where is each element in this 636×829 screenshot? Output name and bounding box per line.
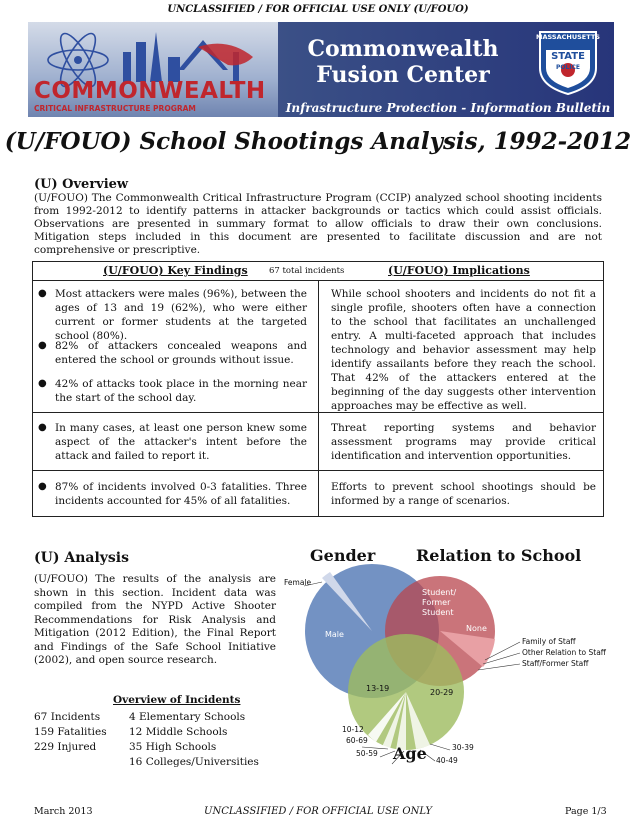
bullet-icon: ● bbox=[38, 288, 47, 299]
implication-item: Threat reporting systems and behavior assessment programs may provide critical identification and intervention opportunities. bbox=[331, 422, 596, 462]
seal-mid-text: STATE bbox=[551, 51, 585, 62]
banner-title-line1: Commonwealth bbox=[307, 36, 499, 62]
venn-label: 40-49 bbox=[436, 756, 458, 765]
seal-top-text: MASSACHUSETTS bbox=[536, 33, 600, 41]
findings-header: (U/FOUO) Key Findings bbox=[103, 264, 248, 277]
incident-total: 229 Injured bbox=[34, 741, 97, 753]
logo-wordmark: COMMONWEALTH bbox=[34, 78, 266, 104]
school-type-count: 4 Elementary Schools bbox=[129, 711, 246, 723]
incident-count-note: 67 total incidents bbox=[269, 266, 345, 276]
bullet-icon: ● bbox=[38, 378, 47, 389]
footer-date: March 2013 bbox=[34, 806, 93, 817]
banner-title bbox=[278, 36, 528, 88]
findings-table bbox=[32, 261, 604, 517]
finding-item: 82% of attackers concealed weapons and entered the school or grounds without issue. bbox=[55, 340, 307, 366]
incident-totals bbox=[34, 710, 107, 755]
overview-incidents-title: Overview of Incidents bbox=[113, 694, 241, 706]
implication-item: Efforts to prevent school shootings should be informed by a range of scenarios. bbox=[331, 481, 596, 507]
logo-panel bbox=[28, 22, 278, 117]
finding-item: 87% of incidents involved 0-3 fatalities. Three incidents accounted for 45% of all fatalities. bbox=[55, 481, 307, 507]
school-type-counts bbox=[129, 710, 259, 770]
incident-total: 159 Fatalities bbox=[34, 726, 107, 738]
implication-item: While school shooters and incidents do not fit a single profile, shooters often have a connection to the school that facilitates an unchallenged entry. A multi-faceted approach that includes technology and behavior assessment may help identify assailants before they reach the school. That 42% of the attackers entered at the beginning of the day suggests other intervention approaches may be effective as well. bbox=[331, 288, 596, 412]
bullet-icon: ● bbox=[38, 422, 47, 433]
venn-label: Staff/Former Staff bbox=[522, 659, 589, 668]
analysis-text: (U/FOUO) The results of the analysis are shown in this section. Incident data was compiled from the NYPD Active Shooter Recommendations for Risk Analysis and Mitigation (2012 Edition), the Final Report and Findings of the Safe School Initiative (2002), and open source research. bbox=[34, 573, 276, 666]
banner-subtitle: Infrastructure Protection - Information Bulletin bbox=[285, 101, 611, 115]
school-type-count: 12 Middle Schools bbox=[129, 726, 228, 738]
seal-bottom-text: POLICE bbox=[555, 64, 581, 71]
implications-header: (U/FOUO) Implications bbox=[388, 264, 530, 277]
venn-label: 50-59 bbox=[356, 749, 378, 758]
finding-item: 42% of attacks took place in the morning near the start of the school day. bbox=[55, 378, 307, 404]
venn-label: Student/ Former Student bbox=[422, 588, 457, 617]
page-title: (U/FOUO) School Shootings Analysis, 1992-2012 bbox=[4, 128, 632, 155]
school-type-count: 35 High Schools bbox=[129, 741, 217, 753]
venn-label: 30-39 bbox=[452, 743, 474, 752]
incident-total: 67 Incidents bbox=[34, 711, 101, 723]
header-banner bbox=[28, 22, 614, 117]
overview-text: (U/FOUO) The Commonwealth Critical Infrastructure Program (CCIP) analyzed school shooting incidents from 1992-2012 to identify patterns in attacker backgrounds or tactics which could assist officials. Observations are presented in summary format to allow officials to draw their own conclusions. Mitigation steps included in this document are presented to facilitate discussion and are not comprehensive or prescriptive. bbox=[34, 192, 602, 256]
bullet-icon: ● bbox=[38, 481, 47, 492]
venn-label: Male bbox=[325, 630, 344, 639]
venn-diagram bbox=[280, 544, 610, 774]
page-number: Page 1/3 bbox=[565, 806, 607, 817]
overview-heading: (U) Overview bbox=[34, 177, 129, 192]
banner-title-line2: Fusion Center bbox=[316, 62, 490, 88]
bullet-icon: ● bbox=[38, 340, 47, 351]
venn-title-gender: Gender bbox=[310, 546, 376, 565]
venn-label: Female bbox=[284, 578, 312, 587]
table-divider bbox=[33, 470, 603, 471]
venn-label: Family of Staff bbox=[522, 637, 576, 646]
table-divider bbox=[318, 280, 319, 516]
venn-label: None bbox=[466, 624, 487, 633]
venn-title-age: Age bbox=[393, 744, 427, 763]
footer-classification: UNCLASSIFIED / FOR OFFICIAL USE ONLY bbox=[204, 806, 432, 817]
finding-item: Most attackers were males (96%), between the ages of 13 and 19 (62%), who were either current or former students at the targeted school (80%). bbox=[55, 288, 307, 342]
venn-label: 13-19 bbox=[366, 684, 390, 693]
venn-title-relation: Relation to School bbox=[416, 546, 582, 565]
venn-label: 20-29 bbox=[430, 688, 454, 697]
venn-label: Other Relation to Staff bbox=[522, 648, 606, 657]
venn-label: 10-12 bbox=[342, 725, 364, 734]
state-police-seal-icon bbox=[536, 28, 600, 96]
analysis-heading: (U) Analysis bbox=[34, 550, 129, 566]
logo-subtext: CRITICAL INFRASTRUCTURE PROGRAM bbox=[34, 104, 196, 113]
school-type-count: 16 Colleges/Universities bbox=[129, 756, 259, 768]
classification-header: UNCLASSIFIED / FOR OFFICIAL USE ONLY (U/FOUO) bbox=[167, 4, 469, 15]
finding-item: In many cases, at least one person knew some aspect of the attacker's intent before the attack and failed to report it. bbox=[55, 422, 307, 462]
venn-label: 60-69 bbox=[346, 736, 368, 745]
